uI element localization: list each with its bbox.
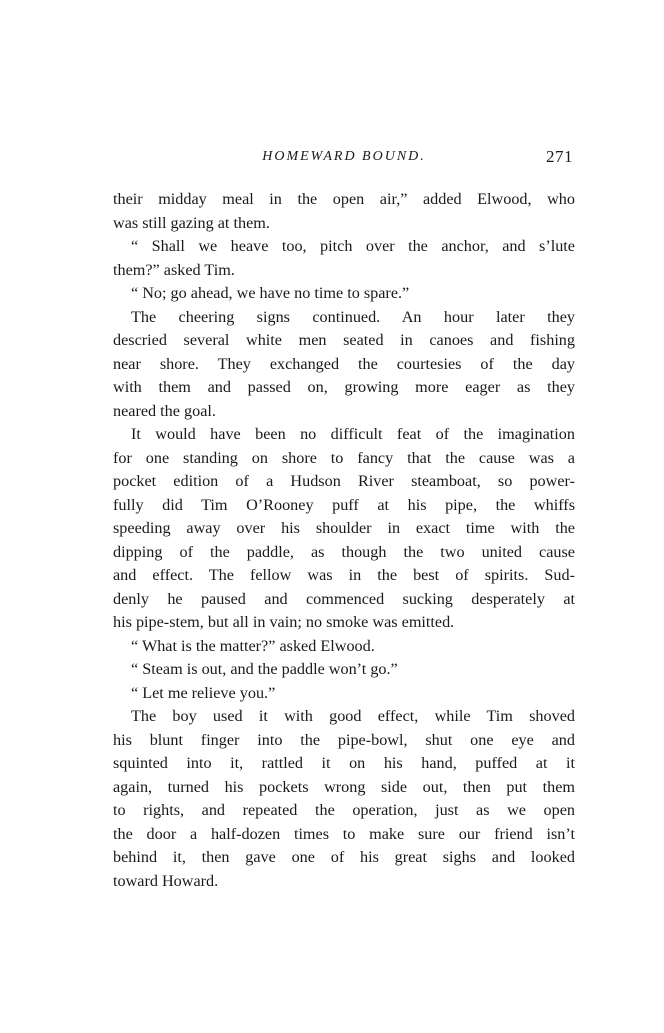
body-text: [113, 188, 575, 893]
text-line: to rights, and repeated the operation, just as we open: [113, 801, 575, 819]
text-line: squinted into it, rattled it on his hand, puffed at it: [113, 754, 575, 772]
text-line: and effect. The fellow was in the best of spirits. Sud-: [113, 566, 575, 584]
text-line: “ Let me relieve you.”: [131, 683, 276, 702]
running-header: [113, 147, 575, 171]
text-line: pocket edition of a Hudson River steamboat, so power-: [113, 472, 575, 490]
text-line: “ Steam is out, and the paddle won’t go.”: [131, 660, 398, 678]
text-line: dipping of the paddle, as though the two united cause: [113, 542, 575, 561]
text-line: them?” asked Tim.: [113, 260, 235, 279]
text-line: fully did Tim O’Rooney puff at his pipe, the whiffs: [113, 495, 575, 514]
page-number: 271: [546, 147, 573, 166]
text-line: neared the goal.: [113, 401, 216, 420]
text-line: his blunt finger into the pipe-bowl, shut one eye and: [113, 730, 575, 749]
text-line: descried several white men seated in canoes and fishing: [113, 331, 575, 349]
text-line: their midday meal in the open air,” added Elwood, who: [113, 190, 575, 208]
text-line: toward Howard.: [113, 871, 219, 890]
text-line: The boy used it with good effect, while Tim shoved: [131, 707, 575, 725]
text-line: The cheering signs continued. An hour later they: [131, 307, 575, 326]
text-line: It would have been no difficult feat of the imagination: [131, 425, 575, 443]
running-title: HOMEWARD BOUND.: [262, 149, 426, 164]
text-line: behind it, then gave one of his great sighs and looked: [113, 848, 575, 866]
text-line: near shore. They exchanged the courtesies of the day: [113, 354, 575, 373]
text-line: “ No; go ahead, we have no time to spare.”: [131, 284, 410, 302]
text-line: his pipe-stem, but all in vain; no smoke was emitted.: [113, 613, 455, 631]
text-line: denly he paused and commenced sucking desperately at: [113, 589, 575, 608]
text-line: with them and passed on, growing more eager as they: [113, 378, 575, 396]
text-line: “ Shall we heave too, pitch over the anchor, and s’lute: [131, 237, 575, 255]
text-line: was still gazing at them.: [113, 213, 270, 232]
text-line: for one standing on shore to fancy that the cause was a: [113, 448, 575, 467]
text-line: again, turned his pockets wrong side out, then put them: [113, 777, 575, 796]
text-line: the door a half-dozen times to make sure our friend isn’t: [113, 824, 575, 843]
text-line: speeding away over his shoulder in exact time with the: [113, 519, 575, 537]
text-line: “ What is the matter?” asked Elwood.: [131, 636, 375, 655]
